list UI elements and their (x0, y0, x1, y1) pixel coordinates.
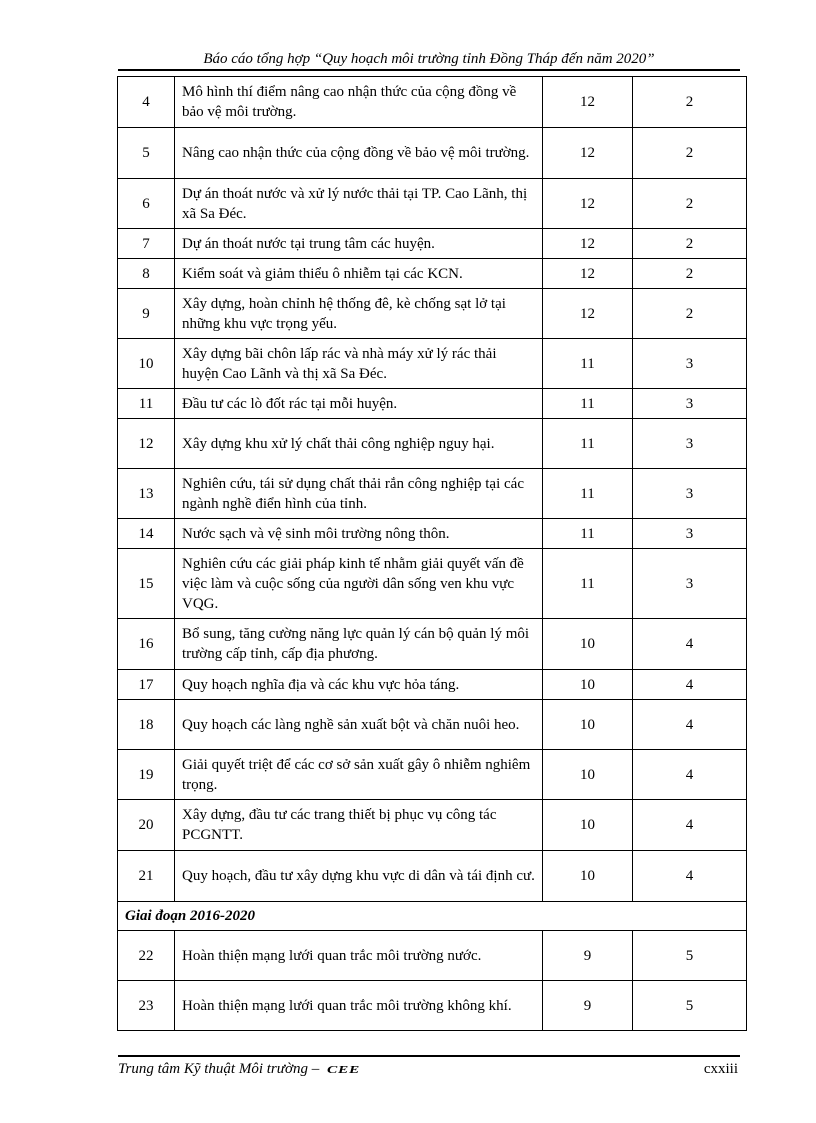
table-row (118, 750, 747, 800)
page-header: Báo cáo tổng hợp “Quy hoạch môi trường tỉnh Đồng Tháp đến năm 2020” (203, 51, 655, 67)
table-row (118, 179, 747, 229)
priority-score: 11 (543, 469, 633, 519)
row-number: 12 (118, 419, 175, 469)
priority-rank: 3 (633, 419, 747, 469)
table-row (118, 289, 747, 339)
table-row (118, 229, 747, 259)
row-number: 15 (118, 549, 175, 619)
priority-score: 10 (543, 800, 633, 851)
row-number: 5 (118, 128, 175, 179)
priority-score: 10 (543, 851, 633, 902)
center-name: Trung tâm Kỹ thuật Môi trường – (118, 1061, 320, 1077)
priority-rank: 4 (633, 670, 747, 700)
priority-score: 11 (543, 389, 633, 419)
table-row (118, 419, 747, 469)
priority-rank: 5 (633, 931, 747, 981)
row-number: 7 (118, 229, 175, 259)
priority-score: 11 (543, 339, 633, 389)
table-row (118, 981, 747, 1031)
row-number: 18 (118, 700, 175, 750)
task-name: Kiểm soát và giảm thiểu ô nhiễm tại các KCN. (175, 259, 543, 289)
priority-rank: 4 (633, 851, 747, 902)
row-number: 11 (118, 389, 175, 419)
table-row (118, 931, 747, 981)
cee-logo: CEE (326, 1064, 360, 1076)
task-name: Quy hoạch nghĩa địa và các khu vực hỏa táng. (175, 670, 543, 700)
row-number: 20 (118, 800, 175, 851)
priority-rank: 3 (633, 519, 747, 549)
row-number: 19 (118, 750, 175, 800)
footer-organization (118, 1061, 360, 1078)
table-row (118, 619, 747, 670)
priority-rank: 2 (633, 128, 747, 179)
priority-score: 12 (543, 77, 633, 128)
footer-rule (118, 1055, 740, 1057)
priority-rank: 3 (633, 389, 747, 419)
table-row (118, 77, 747, 128)
priority-score: 9 (543, 981, 633, 1031)
task-name: Xây dựng bãi chôn lấp rác và nhà máy xử lý rác thải huyện Cao Lãnh và thị xã Sa Đéc. (175, 339, 543, 389)
priority-score: 12 (543, 128, 633, 179)
priority-score: 10 (543, 700, 633, 750)
priority-rank: 2 (633, 229, 747, 259)
task-name: Nghiên cứu các giải pháp kinh tế nhằm giải quyết vấn đề việc làm và cuộc sống của người dân sống ven khu vực VQG. (175, 549, 543, 619)
table-row (118, 800, 747, 851)
table-row (118, 851, 747, 902)
project-priority-table (117, 76, 747, 1031)
row-number: 23 (118, 981, 175, 1031)
task-name: Quy hoạch các làng nghề sản xuất bột và chăn nuôi heo. (175, 700, 543, 750)
priority-score: 12 (543, 289, 633, 339)
task-name: Đầu tư các lò đốt rác tại mỗi huyện. (175, 389, 543, 419)
table-row (118, 469, 747, 519)
task-name: Dự án thoát nước tại trung tâm các huyện. (175, 229, 543, 259)
row-number: 22 (118, 931, 175, 981)
header-rule (118, 69, 740, 71)
row-number: 4 (118, 77, 175, 128)
phase-label: Giai đoạn 2016-2020 (118, 902, 747, 931)
row-number: 9 (118, 289, 175, 339)
phase-row (118, 902, 747, 931)
row-number: 16 (118, 619, 175, 670)
priority-score: 11 (543, 419, 633, 469)
priority-rank: 3 (633, 339, 747, 389)
priority-rank: 2 (633, 77, 747, 128)
task-name: Nước sạch và vệ sinh môi trường nông thôn. (175, 519, 543, 549)
table-row (118, 339, 747, 389)
task-name: Dự án thoát nước và xử lý nước thải tại TP. Cao Lãnh, thị xã Sa Đéc. (175, 179, 543, 229)
table-row (118, 389, 747, 419)
priority-score: 12 (543, 179, 633, 229)
table-row (118, 549, 747, 619)
priority-score: 9 (543, 931, 633, 981)
priority-score: 11 (543, 519, 633, 549)
task-name: Nâng cao nhận thức của cộng đồng về bảo vệ môi trường. (175, 128, 543, 179)
row-number: 14 (118, 519, 175, 549)
table-row (118, 670, 747, 700)
task-name: Mô hình thí điểm nâng cao nhận thức của cộng đồng về bảo vệ môi trường. (175, 77, 543, 128)
priority-score: 12 (543, 259, 633, 289)
task-name: Xây dựng, hoàn chỉnh hệ thống đê, kè chống sạt lở tại những khu vực trọng yếu. (175, 289, 543, 339)
table-row (118, 128, 747, 179)
row-number: 10 (118, 339, 175, 389)
priority-rank: 4 (633, 619, 747, 670)
row-number: 21 (118, 851, 175, 902)
priority-rank: 4 (633, 750, 747, 800)
priority-rank: 2 (633, 179, 747, 229)
table-row (118, 700, 747, 750)
task-name: Giải quyết triệt để các cơ sở sản xuất gây ô nhiễm nghiêm trọng. (175, 750, 543, 800)
page-number: cxxiii (703, 1061, 738, 1077)
task-name: Bổ sung, tăng cường năng lực quản lý cán bộ quản lý môi trường cấp tỉnh, cấp địa phương. (175, 619, 543, 670)
table-row (118, 259, 747, 289)
priority-score: 12 (543, 229, 633, 259)
priority-rank: 4 (633, 800, 747, 851)
task-name: Xây dựng khu xử lý chất thải công nghiệp nguy hại. (175, 419, 543, 469)
priority-rank: 3 (633, 469, 747, 519)
priority-rank: 2 (633, 289, 747, 339)
table-row (118, 519, 747, 549)
task-name: Quy hoạch, đầu tư xây dựng khu vực di dân và tái định cư. (175, 851, 543, 902)
priority-score: 10 (543, 670, 633, 700)
task-name: Xây dựng, đầu tư các trang thiết bị phục vụ công tác PCGNTT. (175, 800, 543, 851)
row-number: 17 (118, 670, 175, 700)
priority-score: 10 (543, 750, 633, 800)
priority-rank: 5 (633, 981, 747, 1031)
row-number: 13 (118, 469, 175, 519)
task-name: Hoàn thiện mạng lưới quan trắc môi trường nước. (175, 931, 543, 981)
priority-rank: 3 (633, 549, 747, 619)
priority-rank: 4 (633, 700, 747, 750)
priority-score: 10 (543, 619, 633, 670)
priority-score: 11 (543, 549, 633, 619)
priority-rank: 2 (633, 259, 747, 289)
row-number: 8 (118, 259, 175, 289)
task-name: Nghiên cứu, tái sử dụng chất thải rắn công nghiệp tại các ngành nghề điển hình của tỉnh. (175, 469, 543, 519)
row-number: 6 (118, 179, 175, 229)
task-name: Hoàn thiện mạng lưới quan trắc môi trường không khí. (175, 981, 543, 1031)
